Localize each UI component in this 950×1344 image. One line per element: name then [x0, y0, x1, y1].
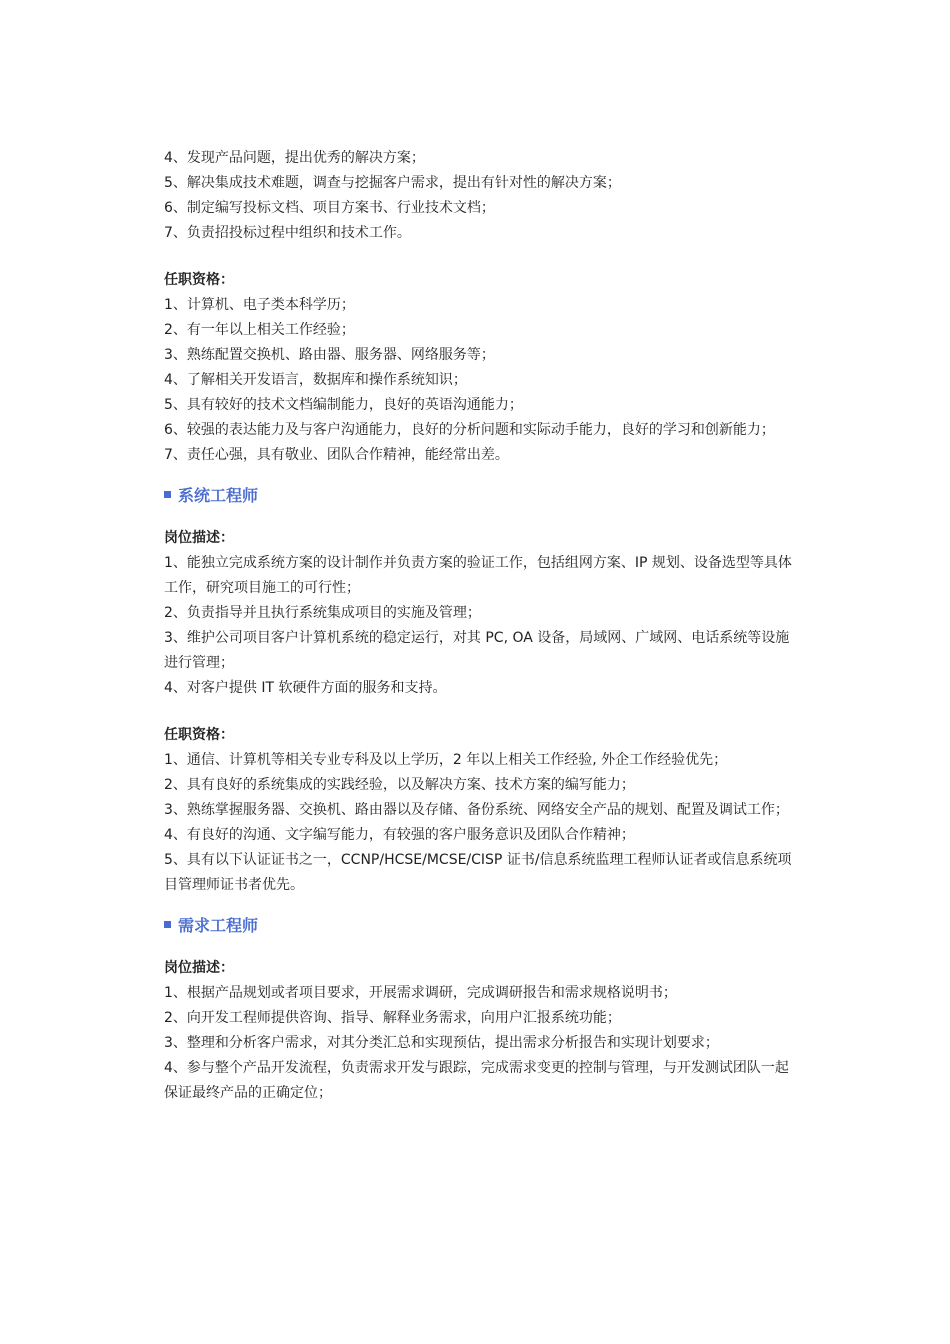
- list-item: 4、参与整个产品开发流程，负责需求开发与跟踪，完成需求变更的控制与管理，与开发测试团队一起保证最终产品的正确定位；: [164, 1060, 789, 1101]
- section3-descriptions: [164, 956, 794, 1106]
- list-item: 3、熟练掌握服务器、交换机、路由器以及存储、备份系统、网络安全产品的规划、配置及调试工作；: [164, 802, 789, 818]
- list-item: 1、根据产品规划或者项目要求，开展需求调研，完成调研报告和需求规格说明书；: [164, 985, 677, 1001]
- list-item: 1、通信、计算机等相关专业专科及以上学历，2 年以上相关工作经验, 外企工作经验优先；: [164, 752, 728, 768]
- square-bullet-icon: [164, 491, 171, 498]
- list-item: 2、有一年以上相关工作经验；: [164, 322, 355, 338]
- list-item: 7、负责招投标过程中组织和技术工作。: [164, 225, 411, 241]
- document-page: [164, 146, 794, 1106]
- list-item: 5、具有较好的技术文档编制能力，良好的英语沟通能力；: [164, 397, 523, 413]
- section1-qualifications: [164, 268, 794, 468]
- list-item: 5、具有以下认证证书之一，CCNP/HCSE/MCSE/CISP 证书/信息系统监理工程师认证者或信息系统项目管理师证书者优先。: [164, 852, 792, 893]
- description-label: 岗位描述：: [164, 960, 234, 976]
- qualifications-label: 任职资格：: [164, 727, 234, 743]
- description-label: 岗位描述：: [164, 530, 234, 546]
- list-item: 4、了解相关开发语言，数据库和操作系统知识；: [164, 372, 467, 388]
- qualifications-label: 任职资格：: [164, 272, 234, 288]
- list-item: 1、计算机、电子类本科学历；: [164, 297, 355, 313]
- list-item: 5、解决集成技术难题，调查与挖掘客户需求，提出有针对性的解决方案；: [164, 175, 621, 191]
- list-item: 3、整理和分析客户需求，对其分类汇总和实现预估，提出需求分析报告和实现计划要求；: [164, 1035, 719, 1051]
- section-title-text: 需求工程师: [178, 916, 259, 935]
- list-item: 3、维护公司项目客户计算机系统的稳定运行，对其 PC, OA 设备，局域网、广域网、电话系统等设施进行管理；: [164, 630, 790, 671]
- list-item: 4、有良好的沟通、文字编写能力，有较强的客户服务意识及团队合作精神；: [164, 827, 635, 843]
- section-title-system-engineer: [164, 482, 794, 510]
- list-item: 2、具有良好的系统集成的实践经验，以及解决方案、技术方案的编写能力；: [164, 777, 635, 793]
- list-item: 4、对客户提供 IT 软硬件方面的服务和支持。: [164, 680, 447, 696]
- list-item: 7、责任心强，具有敬业、团队合作精神，能经常出差。: [164, 447, 509, 463]
- list-item: 2、向开发工程师提供咨询、指导、解释业务需求，向用户汇报系统功能；: [164, 1010, 621, 1026]
- intro-list: [164, 146, 794, 246]
- section2-descriptions: [164, 526, 794, 701]
- section2-qualifications: [164, 723, 794, 898]
- list-item: 4、发现产品问题，提出优秀的解决方案；: [164, 150, 425, 166]
- list-item: 6、较强的表达能力及与客户沟通能力，良好的分析问题和实际动手能力，良好的学习和创新能力；: [164, 422, 775, 438]
- list-item: 2、负责指导并且执行系统集成项目的实施及管理；: [164, 605, 481, 621]
- list-item: 3、熟练配置交换机、路由器、服务器、网络服务等；: [164, 347, 495, 363]
- section-title-requirements-engineer: [164, 912, 794, 940]
- square-bullet-icon: [164, 921, 171, 928]
- section-title-text: 系统工程师: [178, 486, 259, 505]
- list-item: 1、能独立完成系统方案的设计制作并负责方案的验证工作，包括组网方案、IP 规划、设备选型等具体工作，研究项目施工的可行性；: [164, 555, 792, 596]
- list-item: 6、制定编写投标文档、项目方案书、行业技术文档；: [164, 200, 495, 216]
